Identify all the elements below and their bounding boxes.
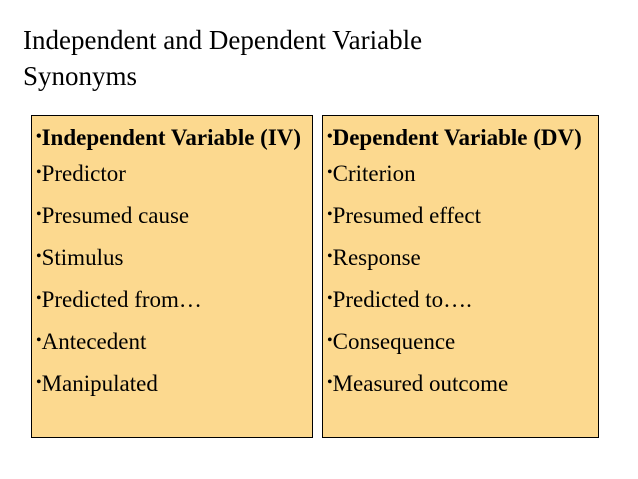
list-item-text: Predicted from… (41, 287, 202, 312)
bullet: • (327, 374, 333, 391)
bullet: • (36, 128, 42, 145)
list-item (327, 328, 598, 354)
list-item-text: Measured outcome (332, 371, 509, 396)
list-item-text: Presumed cause (41, 203, 190, 228)
dependent-variable-heading (327, 124, 598, 150)
bullet: • (327, 128, 333, 145)
list-item-text: Antecedent (41, 329, 147, 354)
heading-text: Dependent Variable (DV) (332, 125, 582, 150)
list-item (36, 286, 312, 312)
bullet: • (327, 290, 333, 307)
list-item (36, 370, 312, 396)
list-item (327, 370, 598, 396)
bullet: • (327, 206, 333, 223)
list-item (36, 202, 312, 228)
list-item-text: Consequence (332, 329, 456, 354)
list-item-text: Manipulated (41, 371, 158, 396)
list-item (327, 244, 598, 270)
bullet: • (36, 290, 42, 307)
bullet: • (36, 374, 42, 391)
bullet: • (327, 248, 333, 265)
slide-title (23, 22, 583, 94)
list-item-text: Predictor (41, 161, 126, 186)
dependent-variable-box (322, 115, 599, 438)
list-item-text: Stimulus (41, 245, 124, 270)
bullet: • (36, 164, 42, 181)
list-item-text: Predicted to…. (332, 287, 472, 312)
list-item (327, 286, 598, 312)
slide-title-line-2: Synonyms (23, 61, 138, 91)
list-item-text: Response (332, 245, 421, 270)
list-item (327, 160, 598, 186)
bullet: • (36, 332, 42, 349)
list-item (36, 160, 312, 186)
list-item (36, 328, 312, 354)
list-item-text: Criterion (332, 161, 416, 186)
slide-title-line-1: Independent and Dependent Variable (23, 25, 423, 55)
bullet: • (327, 332, 333, 349)
independent-variable-box (31, 115, 313, 438)
independent-variable-heading (36, 124, 312, 150)
heading-text: Independent Variable (IV) (41, 125, 302, 150)
bullet: • (36, 248, 42, 265)
list-item (36, 244, 312, 270)
bullet: • (36, 206, 42, 223)
list-item (327, 202, 598, 228)
bullet: • (327, 164, 333, 181)
list-item-text: Presumed effect (332, 203, 481, 228)
